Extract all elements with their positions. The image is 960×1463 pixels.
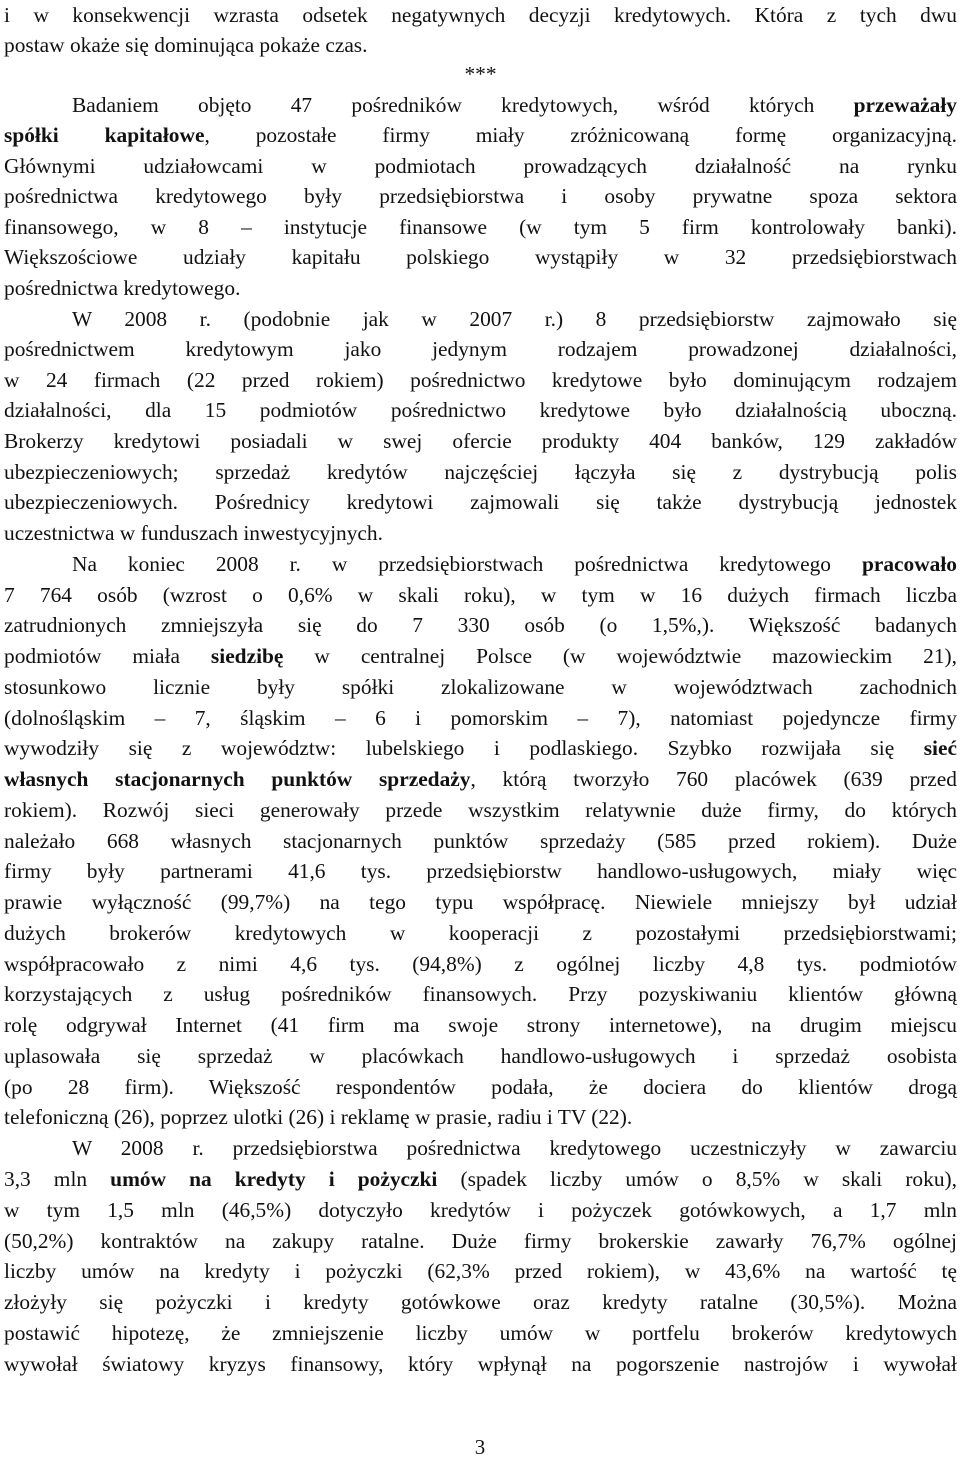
text-line: [4, 151, 957, 181]
text-line: [4, 979, 957, 1009]
text-line: [4, 733, 957, 763]
text-line: [4, 0, 957, 30]
text-run: firmy były partnerami 41,6 tys. przedsiębiorstw handlowo-usługowych, miały więc: [4, 859, 957, 883]
text-line: [4, 1349, 957, 1379]
text-line: [4, 826, 957, 856]
text-run: wywodziły się z województw: lubelskiego i podlaskiego. Szybko rozwijała się: [4, 736, 924, 760]
bold-text: własnych stacjonarnych punktów sprzedaży: [4, 767, 471, 791]
text-run: liczby umów na kredyty i pożyczki (62,3% przed rokiem), w 43,6% na wartość tę: [4, 1259, 957, 1283]
text-line: [4, 181, 957, 211]
bold-text: spółki kapitałowe: [4, 123, 205, 147]
text-line: [4, 426, 957, 456]
text-line: [4, 212, 957, 242]
text-run: uczestnictwa w funduszach inwestycyjnych.: [4, 521, 383, 545]
text-run: stosunkowo licznie były spółki zlokalizowane w województwach zachodnich: [4, 675, 957, 699]
text-run: ubezpieczeniowych. Pośrednicy kredytowi zajmowali się także dystrybucją jednostek: [4, 490, 957, 514]
text-line: [4, 457, 957, 487]
text-run: (50,2%) kontraktów na zakupy ratalne. Duże firmy brokerskie zawarły 76,7% ogólnej: [4, 1229, 957, 1253]
text-run: 7 764 osób (wzrost o 0,6% w skali roku), w tym w 16 dużych firmach liczba: [4, 583, 957, 607]
text-line: [4, 242, 957, 272]
text-run: złożyły się pożyczki i kredyty gotówkowe oraz kredyty ratalne (30,5%). Można: [4, 1290, 957, 1314]
text-run: pośrednictwa kredytowego.: [4, 276, 241, 300]
text-run: dużych brokerów kredytowych w kooperacji z pozostałymi przedsiębiorstwami;: [4, 921, 957, 945]
text-line: [4, 795, 957, 825]
text-line: [4, 273, 957, 303]
text-line: [4, 1287, 957, 1317]
bold-text: sieć: [923, 736, 957, 760]
text-line: [4, 120, 957, 150]
text-run: Brokerzy kredytowi posiadali w swej ofercie produkty 404 banków, 129 zakładów: [4, 429, 957, 453]
text-run: w 24 firmach (22 przed rokiem) pośrednictwo kredytowe było dominującym rodzajem: [4, 368, 957, 392]
text-line: [4, 90, 957, 120]
text-run: ***: [464, 62, 497, 86]
text-line: [4, 1133, 957, 1163]
text-line: [4, 1195, 957, 1225]
text-line: [4, 949, 957, 979]
text-line: [4, 518, 957, 548]
text-line: [4, 1318, 957, 1348]
text-line: [4, 580, 957, 610]
text-run: korzystających z usług pośredników finansowych. Przy pozyskiwaniu klientów główną: [4, 982, 957, 1006]
text-line: [4, 30, 957, 60]
text-line: [4, 1010, 957, 1040]
text-run: telefoniczną (26), poprzez ulotki (26) i reklamę w prasie, radiu i TV (22).: [4, 1105, 633, 1129]
text-run: Badaniem objęto 47 pośredników kredytowych, wśród których: [72, 93, 854, 117]
text-run: podmiotów miała: [4, 644, 211, 668]
text-run: prawie wyłączność (99,7%) na tego typu współpracę. Niewiele mniejszy był udział: [4, 890, 957, 914]
bold-text: pracowało: [861, 552, 957, 576]
text-line: [4, 487, 957, 517]
text-line: [4, 1041, 957, 1071]
text-line: [4, 1102, 957, 1132]
bold-text: siedzibę: [210, 644, 284, 668]
text-run: , którą tworzyło 760 placówek (639 przed: [470, 767, 957, 791]
text-run: W 2008 r. (podobnie jak w 2007 r.) 8 przedsiębiorstw zajmowało się: [72, 307, 957, 331]
text-line: [4, 856, 957, 886]
text-line: [4, 549, 957, 579]
text-run: (spadek liczby umów o 8,5% w skali roku),: [437, 1167, 957, 1191]
text-line: [4, 610, 957, 640]
text-run: zatrudnionych zmniejszyła się do 7 330 osób (o 1,5%,). Większość badanych: [4, 613, 957, 637]
text-run: pośrednictwa kredytowego były przedsiębiorstwa i osoby prywatne spoza sektora: [4, 184, 957, 208]
text-run: w tym 1,5 mln (46,5%) dotyczyło kredytów i pożyczek gotówkowych, a 1,7 mln: [4, 1198, 957, 1222]
text-line: [4, 1226, 957, 1256]
section-separator: [4, 59, 957, 89]
text-run: (po 28 firm). Większość respondentów podała, że dociera do klientów drogą: [4, 1075, 957, 1099]
text-run: rolę odgrywał Internet (41 firm ma swoje strony internetowe), na drugim miejscu: [4, 1013, 957, 1037]
text-run: Większościowe udziały kapitału polskiego wystąpiły w 32 przedsiębiorstwach: [4, 245, 957, 269]
text-run: W 2008 r. przedsiębiorstwa pośrednictwa kredytowego uczestniczyły w zawarciu: [72, 1136, 957, 1160]
text-line: [4, 764, 957, 794]
page-number: 3: [474, 1435, 486, 1459]
text-run: i w konsekwencji wzrasta odsetek negatywnych decyzji kredytowych. Która z tych dwu: [4, 3, 957, 27]
text-line: [4, 672, 957, 702]
text-line: [4, 365, 957, 395]
text-run: postawić hipotezę, że zmniejszenie liczby umów w portfelu brokerów kredytowych: [4, 1321, 957, 1345]
text-line: [4, 395, 957, 425]
text-line: [4, 304, 957, 334]
text-line: [4, 1072, 957, 1102]
text-line: [4, 918, 957, 948]
text-run: 3,3 mln: [4, 1167, 111, 1191]
text-run: Na koniec 2008 r. w przedsiębiorstwach pośrednictwa kredytowego: [72, 552, 862, 576]
text-line: [4, 887, 957, 917]
text-run: postaw okaże się dominująca pokaże czas.: [4, 33, 368, 57]
text-run: pośrednictwem kredytowym jako jedynym rodzajem prowadzonej działalności,: [4, 337, 957, 361]
text-line: [4, 334, 957, 364]
text-run: uplasowała się sprzedaż w placówkach handlowo-usługowych i sprzedaż osobista: [4, 1044, 957, 1068]
bold-text: umów na kredyty i pożyczki: [110, 1167, 438, 1191]
text-line: [4, 1256, 957, 1286]
text-run: , pozostałe firmy miały zróżnicowaną formę organizacyjną.: [204, 123, 957, 147]
text-run: ubezpieczeniowych; sprzedaż kredytów najczęściej łączyła się z dystrybucją polis: [4, 460, 957, 484]
text-line: [4, 1164, 957, 1194]
bold-text: przeważały: [853, 93, 957, 117]
text-run: współpracowało z nimi 4,6 tys. (94,8%) z ogólnej liczby 4,8 tys. podmiotów: [4, 952, 957, 976]
text-run: Głównymi udziałowcami w podmiotach prowadzących działalność na rynku: [4, 154, 957, 178]
text-run: w centralnej Polsce (w województwie mazowieckim 21),: [283, 644, 957, 668]
text-run: należało 668 własnych stacjonarnych punktów sprzedaży (585 przed rokiem). Duże: [4, 829, 957, 853]
text-line: [4, 641, 957, 671]
text-run: działalności, dla 15 podmiotów pośrednictwo kredytowe było działalnością uboczną.: [4, 398, 957, 422]
text-run: finansowego, w 8 – instytucje finansowe (w tym 5 firm kontrolowały banki).: [4, 215, 957, 239]
text-run: (dolnośląskim – 7, śląskim – 6 i pomorskim – 7), natomiast pojedyncze firmy: [4, 706, 957, 730]
text-run: wywołał światowy kryzys finansowy, który wpłynął na pogorszenie nastrojów i wywołał: [4, 1352, 957, 1376]
text-line: [4, 703, 957, 733]
text-run: rokiem). Rozwój sieci generowały przede wszystkim relatywnie duże firmy, do których: [4, 798, 957, 822]
